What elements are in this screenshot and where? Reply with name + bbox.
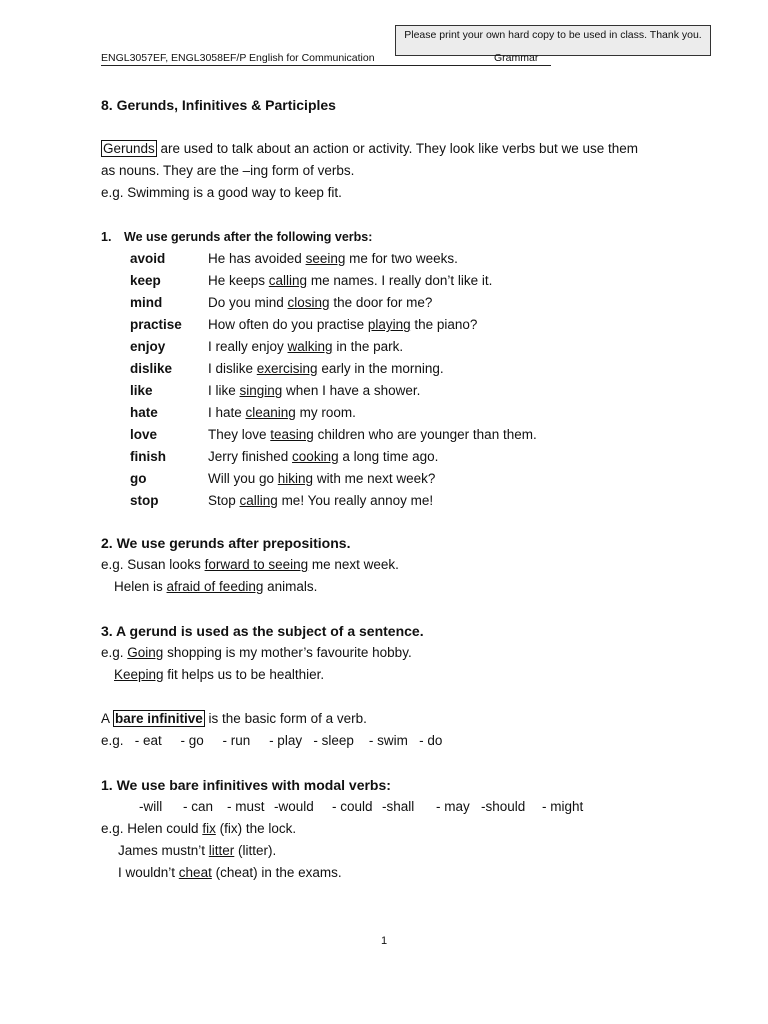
ex-underlined: cooking [292, 449, 339, 464]
ex-underlined: afraid of feeding [166, 579, 264, 594]
section3-example2 [114, 667, 324, 683]
gerund-intro-line1 [101, 141, 638, 157]
ex-text: e.g. Susan looks [101, 557, 205, 572]
verb-10: go [130, 471, 147, 486]
modal-will: -will [139, 799, 163, 814]
ex-text: early in the morning. [317, 361, 444, 376]
ex-text: a long time ago. [338, 449, 439, 464]
ex-text: I hate [208, 405, 246, 420]
verb-example-9 [208, 449, 438, 465]
ex-underlined: fix [202, 821, 216, 836]
verb-example-8 [208, 427, 537, 443]
ex-text: in the park. [332, 339, 404, 354]
ex-text: the door for me? [329, 295, 433, 310]
verb-example-1 [208, 273, 492, 289]
ex-underlined: exercising [256, 361, 318, 376]
modal-section-heading: 1. We use bare infinitives with modal verbs: [101, 777, 391, 793]
ex-underlined: Keeping [114, 667, 164, 682]
verb-example-6 [208, 383, 420, 399]
bare-infinitive-term: bare infinitive [115, 711, 203, 726]
bare-infinitive-definition [101, 711, 367, 727]
section2-example2 [114, 579, 317, 595]
ex-text: Stop [208, 493, 240, 508]
ex-text: with me next week? [313, 471, 436, 486]
ex-text: e.g. [101, 645, 128, 660]
verb-example-0 [208, 251, 458, 267]
ex-text: I dislike [208, 361, 257, 376]
ex-underlined: cheat [178, 865, 212, 880]
ex-text: me! You really annoy me! [277, 493, 434, 508]
ex-underlined: calling [239, 493, 278, 508]
ex-text: How often do you practise [208, 317, 368, 332]
verb-7: hate [130, 405, 158, 420]
bare-infinitive-examples: e.g. - eat - go - run - play - sleep - swim - do [101, 733, 443, 748]
verb-example-5 [208, 361, 444, 377]
gerund-intro-line2: as nouns. They are the –ing form of verbs. [101, 163, 355, 178]
ex-text: (cheat) in the exams. [211, 865, 342, 880]
ex-text: Will you go [208, 471, 278, 486]
section3-example1 [101, 645, 412, 661]
ex-text: when I have a shower. [282, 383, 421, 398]
ex-underlined: litter [208, 843, 235, 858]
page-title: 8. Gerunds, Infinitives & Participles [101, 97, 336, 113]
ex-underlined: calling [268, 273, 308, 288]
ex-text: I really enjoy [208, 339, 288, 354]
modal-may: - may [436, 799, 470, 814]
verb-11: stop [130, 493, 159, 508]
gerund-intro-example: e.g. Swimming is a good way to keep fit. [101, 185, 342, 200]
section3-heading: 3. A gerund is used as the subject of a sentence. [101, 623, 424, 639]
verb-8: love [130, 427, 158, 442]
ex-underlined: Going [127, 645, 164, 660]
ex-text: my room. [295, 405, 356, 420]
ex-text: I wouldn’t [118, 865, 179, 880]
verb-2: mind [130, 295, 163, 310]
section2-example1 [101, 557, 399, 573]
ex-underlined: playing [367, 317, 411, 332]
ex-text: He has avoided [208, 251, 306, 266]
ex-underlined: forward to seeing [204, 557, 309, 572]
verb-4: enjoy [130, 339, 166, 354]
modal-should: -should [481, 799, 526, 814]
ex-text: They love [208, 427, 271, 442]
ex-text: animals. [263, 579, 318, 594]
ex-underlined: seeing [305, 251, 346, 266]
print-notice: Please print your own hard copy to be used in class. Thank you. [395, 25, 711, 56]
verb-0: avoid [130, 251, 166, 266]
modal-can: - can [183, 799, 214, 814]
verb-3: practise [130, 317, 182, 332]
modal-would: -would [274, 799, 314, 814]
ex-text: Helen is [114, 579, 167, 594]
ex-text: me for two weeks. [345, 251, 458, 266]
modal-example2 [118, 843, 276, 859]
verb-6: like [130, 383, 153, 398]
ex-text: Jerry finished [208, 449, 293, 464]
course-code: ENGL3057EF, ENGL3058EF/P English for Communication [101, 52, 375, 64]
verb-example-7 [208, 405, 356, 421]
ex-underlined: teasing [270, 427, 314, 442]
ex-underlined: singing [239, 383, 283, 398]
modal-could: - could [332, 799, 373, 814]
section2-heading: 2. We use gerunds after prepositions. [101, 535, 351, 551]
def-text: A [101, 711, 114, 726]
modal-example3 [118, 865, 342, 881]
verb-9: finish [130, 449, 166, 464]
ex-text: e.g. Helen could [101, 821, 203, 836]
ex-underlined: walking [287, 339, 333, 354]
section1-number: 1. [101, 230, 112, 244]
document-header [101, 52, 551, 66]
ex-text: He keeps [208, 273, 269, 288]
ex-text: (litter). [234, 843, 277, 858]
modal-might: - might [542, 799, 584, 814]
verb-example-3 [208, 317, 477, 333]
header-topic: Grammar [494, 52, 539, 64]
ex-text: I like [208, 383, 240, 398]
modal-shall: -shall [382, 799, 415, 814]
ex-text: fit helps us to be healthier. [163, 667, 325, 682]
verb-example-11 [208, 493, 433, 509]
section1-heading: We use gerunds after the following verbs: [124, 230, 373, 244]
ex-underlined: hiking [277, 471, 314, 486]
ex-underlined: cleaning [245, 405, 296, 420]
ex-underlined: closing [287, 295, 330, 310]
gerunds-term: Gerunds [103, 141, 155, 156]
ex-text: Do you mind [208, 295, 288, 310]
ex-text: (fix) the lock. [215, 821, 297, 836]
gerund-intro-line1-text: are used to talk about an action or activity. They look like verbs but we use them [156, 141, 639, 156]
verb-1: keep [130, 273, 161, 288]
ex-text: shopping is my mother’s favourite hobby. [163, 645, 412, 660]
ex-text: children who are younger than them. [313, 427, 537, 442]
verb-example-4 [208, 339, 403, 355]
modal-must: - must [227, 799, 265, 814]
modal-example1 [101, 821, 296, 837]
ex-text: the piano? [410, 317, 478, 332]
ex-text: James mustn’t [118, 843, 209, 858]
page-number: 1 [381, 935, 388, 947]
verb-5: dislike [130, 361, 173, 376]
ex-text: me names. I really don’t like it. [307, 273, 493, 288]
verb-example-10 [208, 471, 435, 487]
ex-text: me next week. [308, 557, 399, 572]
def-text: is the basic form of a verb. [204, 711, 367, 726]
verb-example-2 [208, 295, 432, 311]
